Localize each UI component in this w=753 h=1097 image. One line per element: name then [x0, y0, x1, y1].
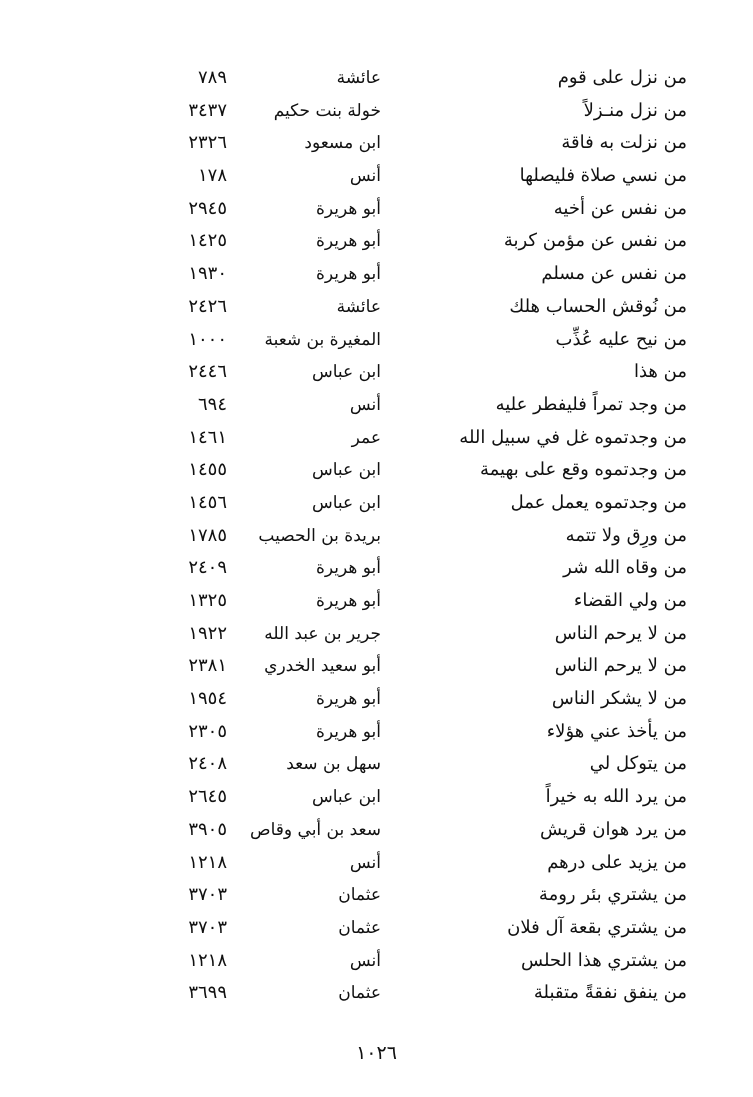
index-row — [0, 814, 753, 847]
hadith-number: ٣٩٠٥ — [188, 818, 227, 840]
hadith-number: ٢٣٨١ — [188, 655, 227, 677]
index-row — [0, 95, 753, 128]
hadith-phrase: من نفس عن مسلم — [541, 263, 687, 285]
index-row — [0, 356, 753, 389]
hadith-phrase: من يأخذ عني هؤلاء — [546, 720, 687, 742]
page-number: ١٠٢٦ — [356, 1042, 397, 1064]
index-row — [0, 454, 753, 487]
hadith-number: ١٧٨ — [197, 165, 227, 187]
hadith-phrase: من نفس عن مؤمن كربة — [503, 230, 687, 252]
narrator-name: أبو هريرة — [315, 721, 381, 742]
hadith-number: ٢٤٢٦ — [188, 295, 227, 317]
narrator-name: أنس — [349, 394, 381, 415]
index-row — [0, 585, 753, 618]
narrator-name: ابن عباس — [311, 492, 381, 513]
hadith-number: ٣٧٠٣ — [188, 916, 227, 938]
index-row — [0, 193, 753, 226]
hadith-phrase: من يشتري بقعة آل فلان — [507, 916, 687, 938]
narrator-name: ابن عباس — [311, 460, 381, 481]
index-row — [0, 683, 753, 716]
narrator-name: أنس — [349, 950, 381, 971]
hadith-number: ٢٤٠٩ — [188, 557, 227, 579]
narrator-name: أبو هريرة — [315, 558, 381, 579]
index-row — [0, 487, 753, 520]
narrator-name: عائشة — [336, 68, 381, 88]
narrator-name: عثمان — [338, 917, 381, 938]
hadith-number: ١٩٥٤ — [188, 688, 227, 710]
narrator-name: سعد بن أبي وقاص — [250, 819, 381, 840]
narrator-name: خولة بنت حكيم — [273, 100, 381, 121]
index-row — [0, 422, 753, 455]
narrator-name: ابن عباس — [311, 362, 381, 383]
hadith-phrase: من يتوكل لي — [589, 753, 687, 775]
hadith-phrase: من ولي القضاء — [573, 590, 687, 611]
index-row — [0, 389, 753, 422]
index-row — [0, 748, 753, 781]
hadith-number: ٢٩٤٥ — [188, 197, 227, 219]
index-row — [0, 912, 753, 945]
narrator-name: ابن عباس — [311, 787, 381, 808]
index-row — [0, 324, 753, 357]
hadith-phrase: من نُوقش الحساب هلك — [509, 295, 687, 317]
narrator-name: أنس — [349, 852, 381, 873]
index-row — [0, 520, 753, 553]
narrator-name: أبو هريرة — [315, 198, 381, 219]
hadith-number: ١٩٣٠ — [188, 263, 227, 285]
narrator-name: أبو هريرة — [315, 591, 381, 611]
index-row — [0, 847, 753, 880]
index-row — [0, 716, 753, 749]
narrator-name: أبو سعيد الخدري — [264, 656, 381, 677]
hadith-phrase: من يشتري هذا الحلس — [521, 949, 687, 971]
hadith-number: ٧٨٩ — [197, 67, 227, 88]
hadith-phrase: من يشتري بئر رومة — [538, 884, 687, 906]
hadith-number: ١٤٥٦ — [188, 491, 227, 513]
hadith-phrase: من هذا — [633, 361, 687, 383]
index-row — [0, 618, 753, 651]
hadith-number: ٢٦٤٥ — [188, 786, 227, 808]
narrator-name: أنس — [349, 166, 381, 187]
hadith-phrase: من يزيد على درهم — [547, 851, 687, 873]
index-row — [0, 977, 753, 1010]
index-row — [0, 258, 753, 291]
narrator-name: المغيرة بن شعبة — [264, 329, 381, 350]
index-row — [0, 552, 753, 585]
hadith-phrase: من نزل على قوم — [557, 67, 687, 88]
hadith-number: ١٤٢٥ — [188, 230, 227, 252]
hadith-number: ٢٤٠٨ — [188, 753, 227, 775]
hadith-number: ١٩٢٢ — [188, 622, 227, 644]
hadith-number: ١٢١٨ — [188, 851, 227, 873]
hadith-phrase: من وجدتموه غل في سبيل الله — [459, 426, 687, 448]
hadith-number: ١٠٠٠ — [188, 328, 227, 350]
hadith-phrase: من نيح عليه عُذِّب — [555, 328, 687, 350]
hadith-number: ١٢١٨ — [188, 949, 227, 971]
index-row — [0, 291, 753, 324]
hadith-phrase: من وقاه الله شر — [563, 557, 687, 579]
hadith-number: ٢٣٠٥ — [188, 720, 227, 742]
narrator-name: سهل بن سعد — [286, 754, 381, 775]
hadith-phrase: من لا يرحم الناس — [554, 622, 687, 644]
hadith-number: ١٧٨٥ — [188, 524, 227, 546]
index-row — [0, 879, 753, 912]
index-row — [0, 225, 753, 258]
narrator-name: ابن مسعود — [304, 133, 381, 154]
narrator-name: أبو هريرة — [315, 689, 381, 710]
hadith-phrase: من نسي صلاة فليصلها — [519, 165, 687, 187]
narrator-name: عثمان — [338, 983, 381, 1004]
hadith-phrase: من نزلت به فاقة — [561, 132, 687, 154]
hadith-number: ٣٦٩٩ — [188, 982, 227, 1004]
hadith-number: ١٤٦١ — [188, 426, 227, 448]
hadith-phrase: من نزل منـزلاً — [583, 99, 687, 121]
hadith-number: ١٣٢٥ — [188, 590, 227, 611]
hadith-phrase: من يرد الله به خيراً — [545, 786, 687, 808]
hadith-index-list — [0, 62, 753, 1010]
hadith-phrase: من وجد تمراً فليفطر عليه — [495, 393, 687, 415]
hadith-phrase: من لا يشكر الناس — [551, 688, 687, 710]
hadith-phrase: من نفس عن أخيه — [553, 197, 687, 219]
hadith-phrase: من يرد هوان قريش — [540, 818, 687, 840]
hadith-phrase: من لا يرحم الناس — [554, 655, 687, 677]
hadith-number: ٣٧٠٣ — [188, 884, 227, 906]
hadith-number: ٣٤٣٧ — [188, 99, 227, 121]
narrator-name: عمر — [351, 427, 381, 448]
hadith-number: ٦٩٤ — [197, 393, 227, 415]
narrator-name: أبو هريرة — [315, 231, 381, 252]
narrator-name: جرير بن عبد الله — [264, 623, 381, 644]
index-row — [0, 160, 753, 193]
hadith-phrase: من ينفق نفقةً متقبلة — [533, 982, 687, 1004]
hadith-phrase: من وجدتموه يعمل عمل — [510, 491, 687, 513]
hadith-phrase: من ورِق ولا تتمه — [565, 524, 687, 546]
hadith-number: ٢٣٢٦ — [188, 132, 227, 154]
hadith-phrase: من وجدتموه وقع على بهيمة — [479, 459, 687, 481]
narrator-name: عائشة — [336, 296, 381, 317]
narrator-name: عثمان — [338, 885, 381, 906]
index-row — [0, 781, 753, 814]
index-row — [0, 127, 753, 160]
index-row — [0, 650, 753, 683]
narrator-name: أبو هريرة — [315, 264, 381, 285]
hadith-number: ٢٤٤٦ — [188, 361, 227, 383]
hadith-number: ١٤٥٥ — [188, 459, 227, 481]
index-row — [0, 945, 753, 978]
narrator-name: بريدة بن الحصيب — [258, 525, 381, 546]
index-row — [0, 62, 753, 95]
